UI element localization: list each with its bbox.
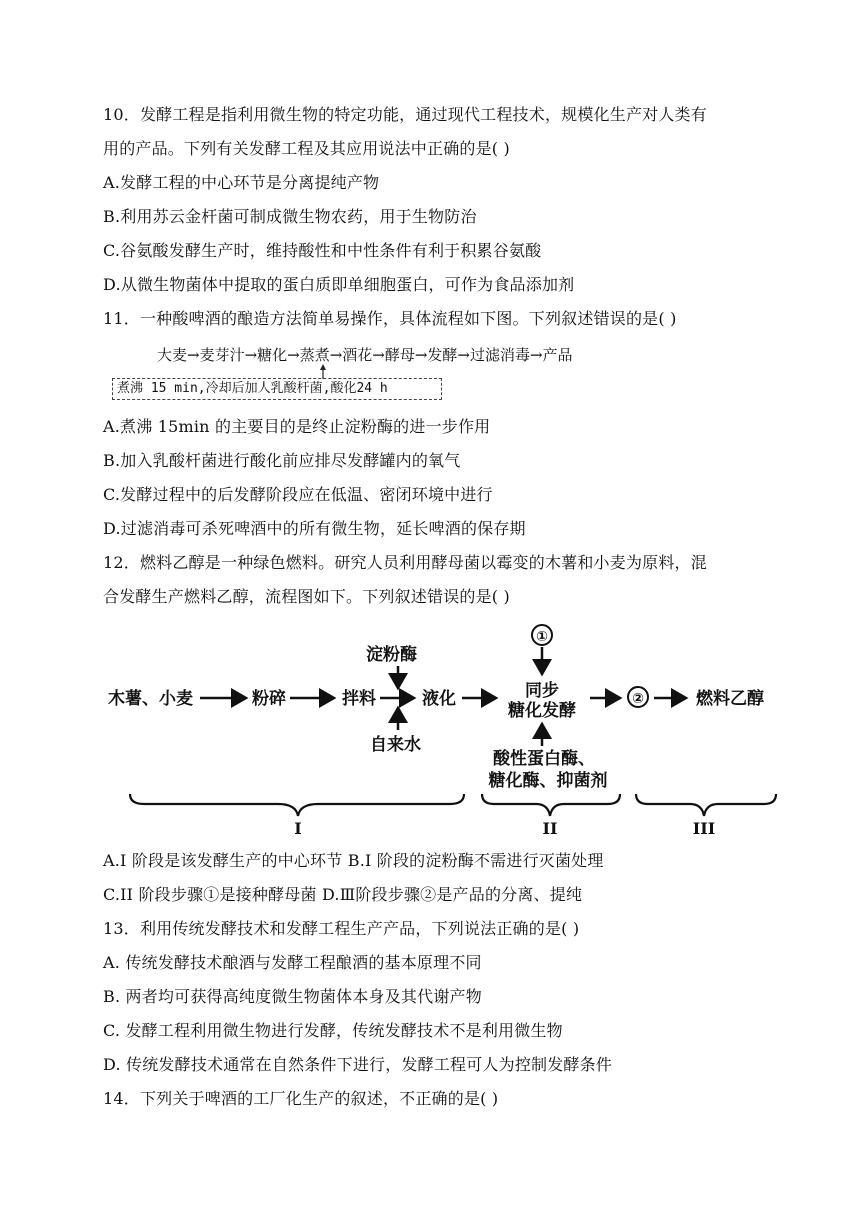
q11-note-box: 煮沸 15 min,冷却后加人乳酸杆菌,酸化24 h bbox=[112, 378, 442, 400]
diagram-raw-materials: 木薯、小麦 bbox=[108, 689, 193, 709]
diagram-step1: ① bbox=[536, 629, 548, 645]
stage1-label: I bbox=[294, 819, 302, 838]
q13-option-c: C. 发酵工程利用微生物进行发酵，传统发酵技术不是利用微生物 bbox=[103, 1021, 563, 1040]
q10-option-c: C.谷氨酸发酵生产时，维持酸性和中性条件有利于积累谷氨酸 bbox=[103, 241, 542, 260]
diagram-water: 自来水 bbox=[370, 735, 421, 755]
diagram-sync-line2: 糖化发酵 bbox=[508, 701, 576, 721]
q10-option-b: B.利用苏云金杆菌可制成微生物农药，用于生物防治 bbox=[103, 207, 477, 226]
q10-option-a: A.发酵工程的中心环节是分离提纯产物 bbox=[103, 173, 380, 192]
diagram-mix: 拌料 bbox=[342, 689, 376, 709]
stage1-brace bbox=[130, 794, 464, 816]
diagram-enzymes-line2: 糖化酶、抑菌剂 bbox=[488, 771, 608, 791]
q13-option-d: D. 传统发酵技术通常在自然条件下进行，发酵工程可人为控制发酵条件 bbox=[103, 1055, 613, 1074]
q13-stem: 13．利用传统发酵技术和发酵工程生产产品，下列说法正确的是( ) bbox=[103, 919, 580, 938]
stage3-brace bbox=[636, 794, 776, 816]
diagram-amylase: 淀粉酶 bbox=[366, 645, 417, 665]
q14-stem: 14．下列关于啤酒的工厂化生产的叙述，不正确的是( ) bbox=[103, 1089, 499, 1108]
q12-options-line2: C.II 阶段步骤①是接种酵母菌 D.Ⅲ阶段步骤②是产品的分离、提纯 bbox=[103, 885, 583, 904]
q13-option-a: A. 传统发酵技术酿酒与发酵工程酿酒的基本原理不同 bbox=[103, 953, 482, 972]
diagram-liquefy: 液化 bbox=[422, 689, 456, 709]
stage2-label: II bbox=[542, 819, 558, 838]
q11-option-b: B.加入乳酸杆菌进行酸化前应排尽发酵罐内的氧气 bbox=[103, 451, 461, 470]
q11-stem: 11．一种酸啤酒的酿造方法简单易操作，具体流程如下图。下列叙述错误的是( ) bbox=[103, 309, 677, 328]
q11-flow-diagram: 大麦→麦芽汁→糖化→蒸煮→酒花→酵母→发酵→过滤消毒→产品 bbox=[157, 346, 573, 364]
diagram-sync-line1: 同步 bbox=[525, 681, 559, 701]
diagram-step2: ② bbox=[632, 691, 644, 707]
q12-stem-line1: 12．燃料乙醇是一种绿色燃料。研究人员利用酵母菌以霉变的木薯和小麦为原料，混 bbox=[103, 553, 707, 572]
diagram-crush: 粉碎 bbox=[252, 689, 286, 709]
diagram-enzymes-line1: 酸性蛋白酶、 bbox=[493, 749, 595, 769]
q11-option-c: C.发酵过程中的后发酵阶段应在低温、密闭环境中进行 bbox=[103, 485, 493, 504]
q13-option-b: B. 两者均可获得高纯度微生物菌体本身及其代谢产物 bbox=[103, 987, 482, 1006]
q11-option-d: D.过滤消毒可杀死啤酒中的所有微生物，延长啤酒的保存期 bbox=[103, 519, 526, 538]
stage3-label: III bbox=[692, 819, 716, 838]
stage2-brace bbox=[482, 794, 620, 816]
q11-option-a: A.煮沸 15min 的主要目的是终止淀粉酶的进一步作用 bbox=[103, 417, 491, 436]
q10-stem-line2: 用的产品。下列有关发酵工程及其应用说法中正确的是( ) bbox=[103, 139, 510, 158]
q12-stem-line2: 合发酵生产燃料乙醇，流程图如下。下列叙述错误的是( ) bbox=[103, 587, 510, 606]
diagram-product: 燃料乙醇 bbox=[696, 689, 764, 709]
q10-option-d: D.从微生物菌体中提取的蛋白质即单细胞蛋白，可作为食品添加剂 bbox=[103, 275, 575, 294]
q12-options-line1: A.I 阶段是该发酵生产的中心环节 B.I 阶段的淀粉酶不需进行灭菌处理 bbox=[103, 851, 604, 870]
q12-flow-diagram bbox=[108, 620, 788, 840]
q10-stem-line1: 10．发酵工程是指利用微生物的特定功能，通过现代工程技术，规模化生产对人类有 bbox=[103, 105, 707, 124]
